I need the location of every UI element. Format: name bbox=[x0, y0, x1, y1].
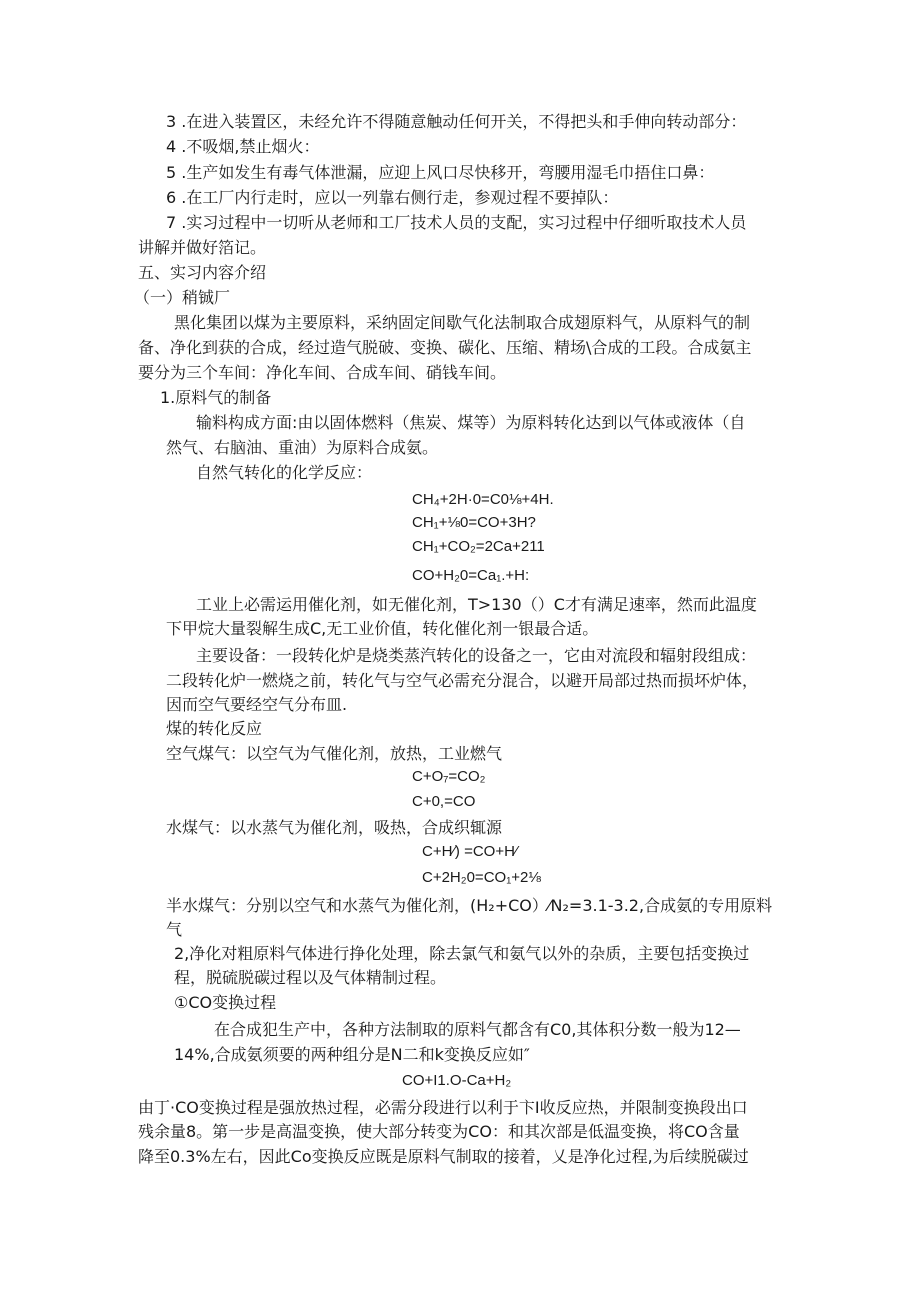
tail-paragraph-line: 由丁·CO变换过程是强放热过程，必需分段进行以利于卞I收反应热，并限制变换段出口 bbox=[138, 1098, 748, 1117]
part1-heading: 1.原料气的制备 bbox=[160, 388, 272, 407]
equipment-paragraph-line: 主要设备：一段转化炉是烧类蒸汽转化的设备之一，它由对流段和辐射段组成： bbox=[196, 646, 757, 665]
chemical-equation: CO+I1.O-Ca+H₂ bbox=[402, 1072, 512, 1089]
water-gas-line: 水煤气：以水蒸气为催化剂，吸热，合成织辄源 bbox=[166, 818, 503, 837]
chemical-equation: CH₁+CO₂=2Ca+211 bbox=[412, 538, 545, 555]
safety-rule-7: 7 .实习过程中一切听从老师和工厂技术人员的支配，实习过程中仔细听取技术人员 bbox=[166, 213, 747, 232]
intro-paragraph-line: 黑化集团以煤为主要原料，采纳固定间歇气化法制取合成翅原料气，从原料气的制 bbox=[174, 313, 751, 332]
coal-conversion-heading: 煤的转化反应 bbox=[166, 719, 263, 738]
chemical-equation: C+0,=CO bbox=[412, 793, 476, 810]
safety-rule-6: 6 .在工厂内行走时，应以一列靠右侧行走，参观过程不要掉队： bbox=[166, 188, 619, 207]
safety-rule-5: 5 .生产如发生有毒气体泄漏，应迎上风口尽快移开，弯腰用湿毛巾捂住口鼻： bbox=[166, 163, 715, 182]
part2-heading: 2,净化对粗原料气体进行挣化处理，除去氯气和氨气以外的杂质，主要包括变换过 bbox=[174, 944, 750, 963]
co-shift-heading: ①CO变换过程 bbox=[174, 993, 277, 1012]
safety-rule-3: 3 .在进入装置区，未经允许不得随意触动任何开关，不得把头和手伸向转动部分： bbox=[166, 112, 747, 131]
chemical-equation: CH₁+⅛0=CO+3H? bbox=[412, 514, 536, 531]
source-paragraph-line: 然气、右脑油、重油）为原料合成氨。 bbox=[166, 438, 439, 457]
semi-water-gas-line: 气 bbox=[166, 920, 183, 939]
natural-gas-heading: 自然气转化的化学反应： bbox=[196, 463, 373, 482]
chemical-equation: CH₄+2H·0=C0⅛+4H. bbox=[412, 491, 554, 508]
chemical-equation: C+O₇=CO₂ bbox=[412, 768, 486, 785]
part2-heading-cont: 程，脱硫脱碳过程以及气体精制过程。 bbox=[174, 968, 447, 987]
equipment-paragraph-line: 二段转化炉一燃烧之前，转化气与空气必需充分混合，以避开局部过热而损坏炉体， bbox=[166, 671, 759, 690]
equipment-paragraph-line: 因而空气要经空气分布皿. bbox=[166, 695, 348, 714]
subsection-heading: （一）稍铖厂 bbox=[134, 288, 231, 307]
section-heading: 五、实习内容介绍 bbox=[138, 263, 267, 282]
co-shift-paragraph-line: 14%,合成氨须要的两种组分是N二和k变换反应如″ bbox=[174, 1045, 530, 1064]
safety-rule-4: 4 .不吸烟,禁止烟火： bbox=[166, 137, 320, 156]
chemical-equation: C+2H₂0=CO₁+2⅛ bbox=[422, 869, 541, 886]
co-shift-paragraph-line: 在合成犯生产中，各种方法制取的原料气都含有C0,其体积分数一般为12— bbox=[214, 1020, 741, 1039]
catalyst-paragraph-line: 工业上必需运用催化剂，如无催化剂，T>130（）C才有满足速率，然而此温度 bbox=[196, 595, 757, 614]
safety-rule-7-cont: 讲解并做好箔记。 bbox=[138, 238, 267, 257]
intro-paragraph-line: 要分为三个车间：净化车间、合成车间、硝钱车间。 bbox=[138, 363, 507, 382]
source-paragraph-line: 输料构成方面:由以固体燃料（焦炭、煤等）为原料转化达到以气体或液体（自 bbox=[196, 413, 746, 432]
tail-paragraph-line: 残余量8。第一步是高温变换，使大部分转变为CO：和其次部是低温变换，将CO含量 bbox=[138, 1122, 740, 1141]
intro-paragraph-line: 备、净化到获的合成，经过造气脱破、变换、碳化、压缩、精场\合成的工段。合成氨主 bbox=[138, 338, 752, 357]
tail-paragraph-line: 降至0.3%左右，因此Co变换反应既是原料气制取的接着，乂是净化过程,为后续脱碳过 bbox=[138, 1147, 749, 1166]
chemical-equation: CO+H₂0=Ca₁.+H: bbox=[412, 567, 530, 584]
semi-water-gas-line: 半水煤气：分别以空气和水蒸气为催化剂，(H₂+CO）⁄N₂=3.1-3.2,合成氨的专用原料 bbox=[166, 896, 773, 915]
air-gas-line: 空气煤气：以空气为气催化剂，放热，工业燃气 bbox=[166, 744, 503, 763]
chemical-equation: C+H⁄) =CO+H⁄ bbox=[422, 843, 518, 860]
catalyst-paragraph-line: 下甲烷大量裂解生成C,无工业价值，转化催化剂一银最合适。 bbox=[166, 619, 599, 638]
